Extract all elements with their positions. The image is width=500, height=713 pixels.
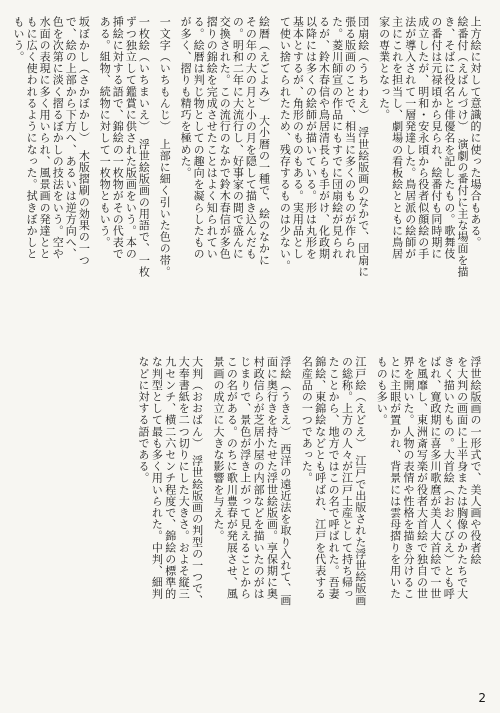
- text-column: 交換された。この流行のなかで鈴木春信が多色: [218, 16, 232, 260]
- text-column: その年の大の月と小の月を隠して描き込んだも: [244, 16, 258, 260]
- text-column: 錦絵、東錦絵などとも呼ばれ、江戸を代表する: [313, 356, 327, 600]
- text-column: の番付は元禄頃から見られ、絵番付も同時期に: [429, 16, 443, 260]
- text-column: 面に奥行きを持たせた浮世絵版画。享保期に奥: [265, 356, 279, 600]
- text-column: 挿絵に対する語で、錦絵の一枚物がその代表で: [111, 16, 125, 260]
- text-column: が多く、摺りも精巧を極めた。: [179, 16, 193, 179]
- top-tier: [12, 16, 482, 338]
- text-column: [270, 16, 278, 338]
- text-column: ものも多い。: [375, 356, 389, 426]
- text-column: 水面の表現に多く用いられ、風景画の発達とと: [38, 16, 52, 260]
- text-column: 坂ぼかし（さかぼかし） 木版摺刷の効果の一つ: [77, 16, 91, 266]
- text-column: 江戸絵（えどえ） 江戸で出版された浮世絵版画: [353, 356, 367, 606]
- text-column: な判型として最も多く用いられた。中判、細判: [150, 356, 164, 600]
- text-column: 以降には多くの絵師が描いている。形は丸形を: [304, 16, 318, 260]
- text-column: た。菱川師宣の作品にもすでに団扇絵が見られ: [330, 16, 344, 260]
- text-column: き、そばに役名と俳優名を記したもの。歌舞伎: [442, 16, 456, 260]
- text-column: とに主眼が置かれ、背景には雲母摺りを用いた: [388, 356, 402, 600]
- text-column: ずつ独立して鑑賞に供された版画をいう。本の: [124, 16, 138, 260]
- text-column: たことから、地方ではこの名で呼ばれた。吾妻: [327, 356, 341, 600]
- text-column: [171, 16, 179, 338]
- text-column: [90, 16, 98, 338]
- text-column: 一文字（いちもんじ） 上部に細く引いた色の帯。: [158, 16, 172, 278]
- text-column: 団扇絵（うちわえ） 浮世絵版画のなかで、団扇に: [356, 16, 370, 278]
- text-column: 上方絵に対して意識的に使った場合もある。: [469, 16, 482, 248]
- text-column: [204, 356, 212, 686]
- text-column: 名産品の一つであった。: [300, 356, 314, 484]
- text-column: て使い捨てられたため、残存するものは少ない。: [278, 16, 292, 272]
- text-column: [370, 16, 378, 338]
- text-column: [367, 356, 375, 686]
- text-column: 家の専業となった。: [377, 16, 391, 121]
- text-column: の総称。上方の人々が江戸土産として持ち帰っ: [340, 356, 354, 600]
- text-column: 成立したが、明和・安永頃から役者似顔絵の手: [416, 16, 430, 260]
- text-column: じまりで、景色が浮き上がって見えることから: [238, 356, 252, 600]
- text-column: [150, 16, 158, 338]
- text-column: 大判（おおばん） 浮世絵版画の判型の一つで、: [190, 356, 204, 606]
- text-column: もいう。: [12, 16, 26, 63]
- text-column: 色を次第に淡く摺るぼかしの技法をいう。空や: [51, 16, 65, 260]
- text-column: きく描いたもの。大首絵（おおくびえ）とも呼: [442, 356, 456, 600]
- text-column: ばれ、寛政期に喜多川歌麿が美人大首絵で一世: [428, 356, 442, 600]
- text-column: の。明和二年に大流行し、好事家の間で盛んに: [231, 16, 245, 260]
- text-column: 張る版画のことで、相当に多くのものが作られ: [343, 16, 357, 260]
- text-column: るが、鈴木春信や鳥居清長らも手がけ、化政期: [317, 16, 331, 260]
- text-column: 一枚絵（いちまいえ） 浮世絵版画の用語で、一枚: [137, 16, 151, 278]
- page-number: 2: [478, 691, 486, 705]
- text-column: 絵暦（えごよみ） 大小暦の一種で、絵のなかに: [257, 16, 271, 266]
- text-column: 主にこれを担当し、劇場の看板絵とともに鳥居: [390, 16, 404, 260]
- text-column: 浮絵（うきえ） 西洋の遠近法を取り入れて、画: [278, 356, 292, 606]
- text-column: を風靡し、東洲斎写楽が役者大首絵で独自の世: [415, 356, 429, 600]
- text-column: 大奉書紙を二つ切りにした大きさ。およそ縦三: [177, 356, 191, 600]
- text-column: 絵番付（えばんづけ） 演劇の番付に主な場面を描: [455, 16, 469, 278]
- text-column: この名がある。のちに歌川豊春が発展させ、風: [225, 356, 239, 600]
- text-column: 浮世絵版画の一形式で、美人画や役者絵: [469, 356, 482, 565]
- text-column: 摺りの錦絵を完成させたことはよく知られてい: [205, 16, 219, 260]
- text-column: 景画の成立に大きな影響を与えた。: [211, 356, 225, 542]
- text-column: 村政信らが芝居小屋の内部などを描いたのがは: [252, 356, 266, 600]
- text-column: 法が導入されて一層発達した。鳥居派の絵師が: [403, 16, 417, 260]
- text-column: 界を開いた。人物の表情や性格を描き分けるこ: [402, 356, 416, 600]
- text-column: ある。組物、続物に対して一枚物ともいう。: [98, 16, 112, 248]
- text-column: で、絵の上部から下方へ、あるいは逆方向へ、: [64, 16, 78, 260]
- text-column: などに対する語である。: [137, 356, 151, 484]
- text-column: る。絵暦は判じ物としての趣向を凝らしたもの: [192, 16, 206, 260]
- text-column: [292, 356, 300, 686]
- bottom-tier: [12, 356, 482, 686]
- text-column: 基本とするが、角形のものもある。実用品とし: [291, 16, 305, 260]
- text-column: を大判の画面に上半身または胸像のかたちで大: [455, 356, 469, 600]
- text-column: もに広く使われるようになった。拭きぼかしと: [25, 16, 39, 260]
- text-column: 九センチ、横二六センチ程度で、錦絵の標準的: [163, 356, 177, 600]
